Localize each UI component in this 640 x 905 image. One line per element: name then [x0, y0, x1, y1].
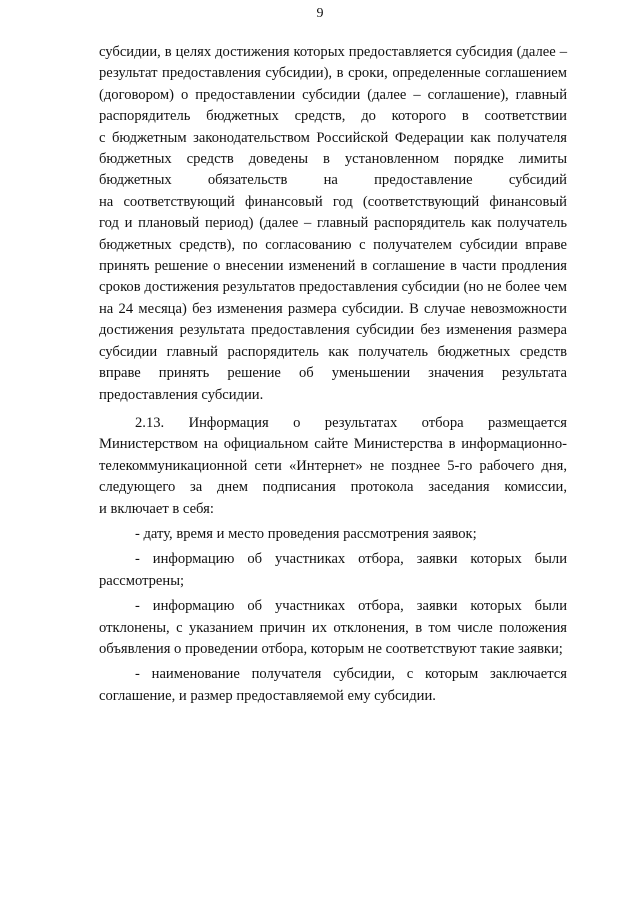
text-line: субсидии, в целях достижения которых предоставляется субсидия (далее – — [99, 44, 567, 60]
text-line: год и плановый период) (далее – главный распорядитель как получатель — [99, 215, 567, 232]
text-line: бюджетных средств), по согласованию с получателем субсидии вправе — [99, 236, 567, 253]
text-line: следующего за днем подписания протокола заседания комиссии, — [99, 479, 567, 496]
page-number: 9 — [316, 6, 324, 21]
paragraph-2-13-first-line: 2.13. Информация о результатах отбора размещается — [135, 414, 567, 431]
text-line: вправе принять решение об уменьшении значения результата — [99, 365, 567, 382]
list-item-2: - информацию об участниках отбора, заявки которых были — [135, 551, 567, 568]
text-line: объявления о проведении отбора, которым не соответствуют такие заявки; — [99, 640, 563, 657]
text-line: (договором) о предоставлении субсидии (далее – соглашение), главный — [99, 86, 567, 103]
text-line: на соответствующий финансовый год (соответствующий финансовый — [99, 193, 567, 210]
text-line: соглашение, и размер предоставляемой ему субсидии. — [99, 687, 436, 704]
text-line: субсидии главный распорядитель как получатель бюджетных средств — [99, 343, 567, 360]
list-item-1: - дату, время и место проведения рассмотрения заявок; — [135, 525, 477, 542]
text-line: бюджетных обязательств на предоставление субсидий — [99, 172, 567, 189]
text-line: результат предоставления субсидии), в сроки, определенные соглашением — [99, 65, 567, 82]
text-line: сроков достижения результатов предоставления субсидии (но не более чем — [99, 279, 567, 296]
text-line: принять решение о внесении изменений в соглашение в части продления — [99, 258, 567, 275]
list-item-4: - наименование получателя субсидии, с которым заключается — [135, 666, 567, 683]
text-line: бюджетных средств доведены в установленном порядке лимиты — [99, 151, 567, 168]
text-line: достижения результата предоставления субсидии без изменения размера — [99, 322, 567, 339]
text-line: Министерством на официальном сайте Министерства в информационно- — [99, 436, 567, 453]
text-line: телекоммуникационной сети «Интернет» не позднее 5-го рабочего дня, — [99, 457, 567, 474]
paragraph-gap — [99, 406, 567, 413]
text-line: с бюджетным законодательством Российской Федерации как получателя — [99, 129, 567, 146]
text-line: рассмотрены; — [99, 572, 185, 589]
document-body — [99, 42, 567, 707]
text-line: и включает в себя: — [99, 500, 214, 517]
text-line: распорядитель бюджетных средств, до которого в соответствии — [99, 108, 567, 125]
text-line: предоставления субсидии. — [99, 386, 264, 403]
text-line: отклонены, с указанием причин их отклонения, в том числе положения — [99, 619, 567, 636]
list-item-3: - информацию об участниках отбора, заявки которых были — [135, 598, 567, 615]
text-line: на 24 месяца) без изменения размера субсидии. В случае невозможности — [99, 300, 567, 317]
